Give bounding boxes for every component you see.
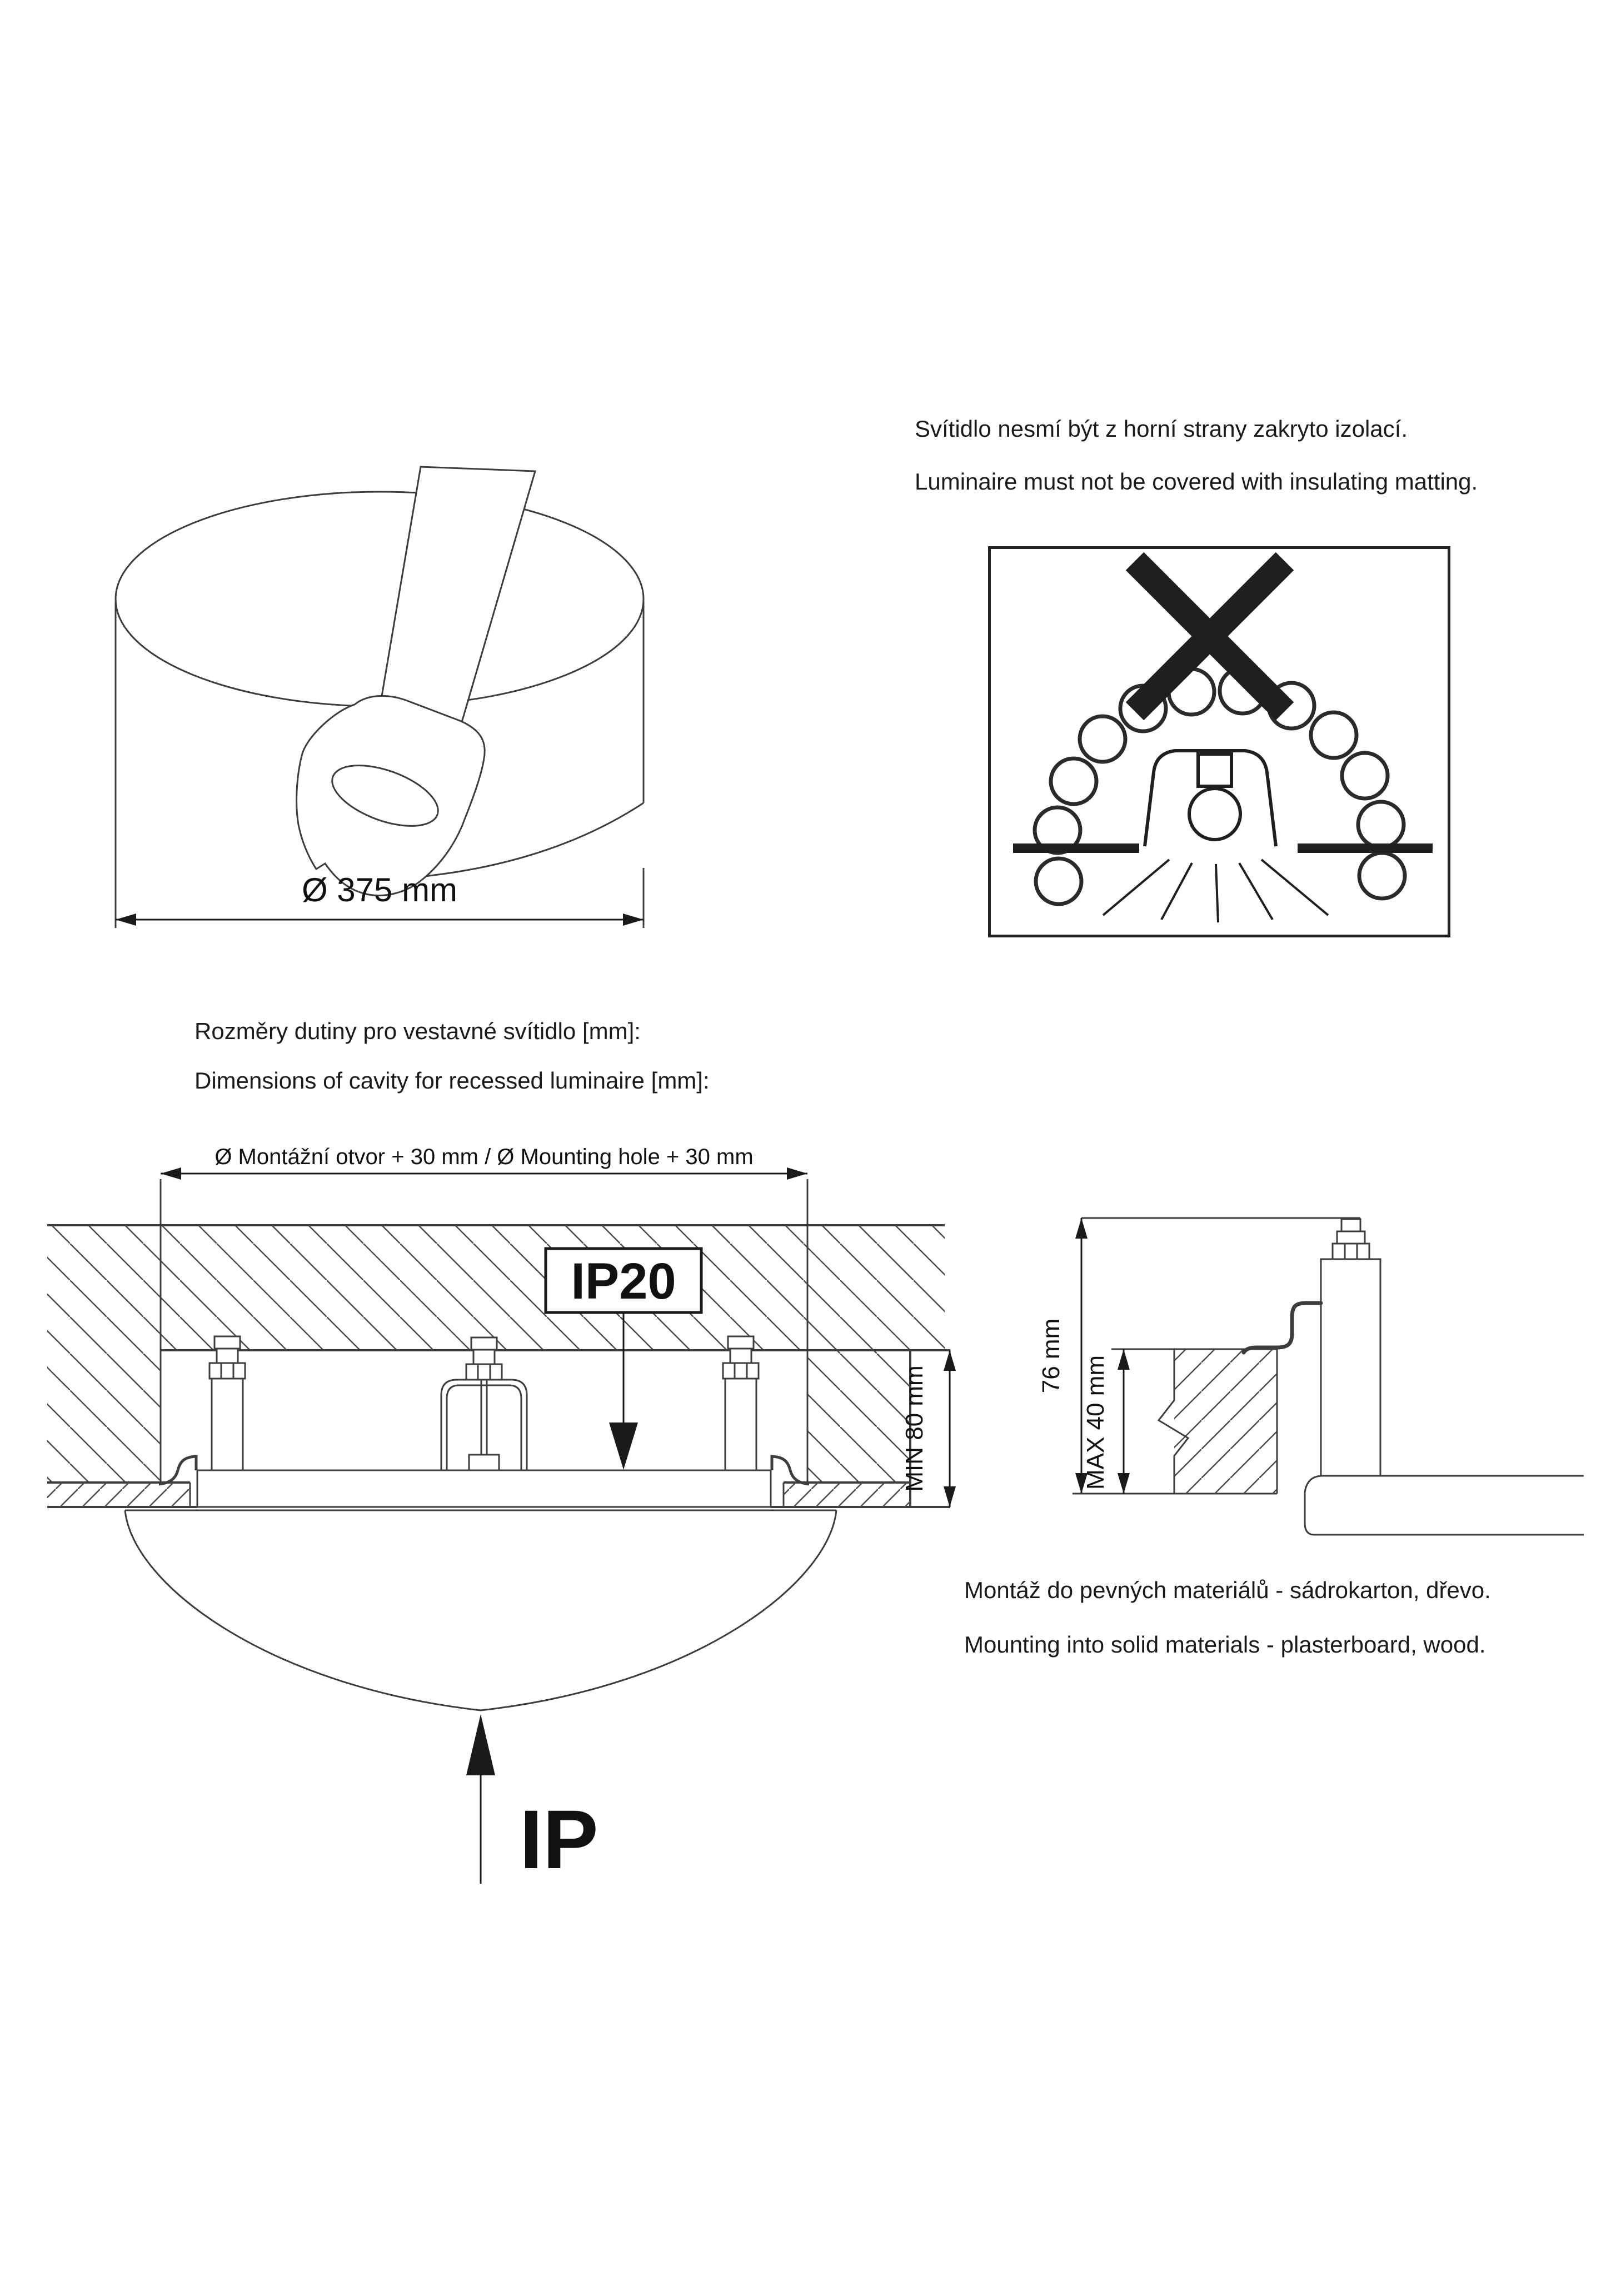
edge-mount-detail-diagram — [1028, 1189, 1595, 1567]
diameter-dimension — [116, 871, 644, 926]
down-arrow-icon — [609, 1422, 638, 1470]
mounting-note-en: Mounting into solid materials - plasterboard, wood. — [964, 1631, 1486, 1658]
ip20-label: IP20 — [571, 1253, 676, 1310]
spring-clip — [1244, 1303, 1321, 1352]
no-insulation-warning-icon — [991, 549, 1448, 935]
cross-section-diagram — [33, 1134, 978, 1923]
fixing-bolt-left — [210, 1336, 245, 1470]
cross-x-icon — [1135, 561, 1285, 711]
glass-dome — [125, 1510, 836, 1710]
material-block — [1159, 1349, 1277, 1494]
clamp-post — [1321, 1219, 1380, 1476]
cavity-note-cz: Rozměry dutiny pro vestavné svítidlo [mm]: — [194, 1018, 641, 1044]
min-depth-label: MIN 80 mm — [901, 1365, 928, 1492]
up-arrow-icon — [466, 1714, 495, 1775]
mounting-hole-dimension-label: Ø Montážní otvor + 30 mm / Ø Mounting hole + 30 mm — [215, 1145, 754, 1169]
no-insulation-warning-box — [988, 546, 1450, 937]
insulation-note-en: Luminaire must not be covered with insulating matting. — [915, 468, 1478, 495]
cavity-note-en: Dimensions of cavity for recessed luminaire [mm]: — [194, 1067, 710, 1094]
centre-bracket — [441, 1337, 527, 1470]
mounting-hole-saw-diagram — [47, 456, 670, 945]
total-height-label: 76 mm — [1038, 1318, 1065, 1394]
max-thickness-label: MAX 40 mm — [1082, 1355, 1109, 1490]
ceiling-material-hatch — [47, 1225, 945, 1483]
luminaire-edge — [1305, 1476, 1584, 1535]
handsaw-icon — [297, 467, 535, 896]
ip-label: IP — [520, 1793, 598, 1886]
ip-callout — [466, 1714, 598, 1886]
fixing-bolt-right — [723, 1336, 759, 1470]
min-depth-dimension — [901, 1350, 956, 1507]
ip20-callout — [546, 1249, 701, 1470]
mounting-note-cz: Montáž do pevných materiálů - sádrokarton, dřevo. — [964, 1577, 1491, 1603]
insulation-note-cz: Svítidlo nesmí být z horní strany zakryto izolací. — [915, 416, 1408, 442]
diameter-label: Ø 375 mm — [301, 871, 458, 909]
luminaire-body — [159, 1336, 809, 1507]
light-rays — [1103, 860, 1328, 922]
